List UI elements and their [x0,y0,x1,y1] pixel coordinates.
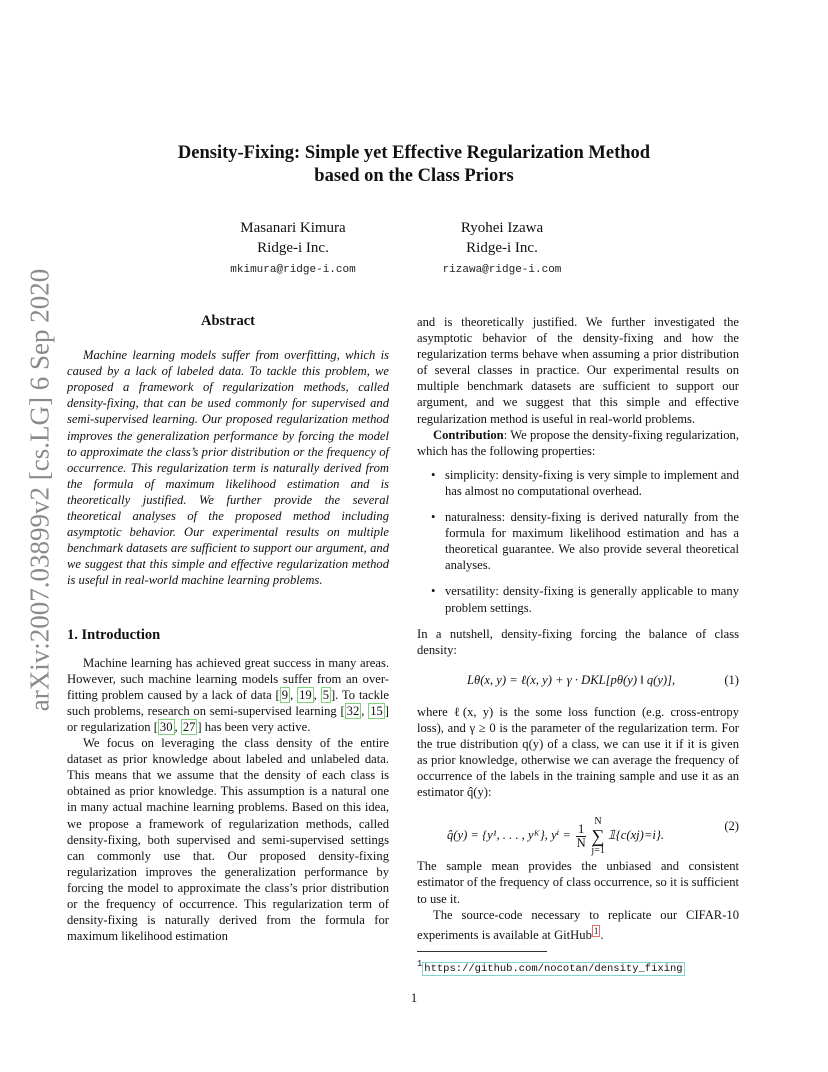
abstract-heading: Abstract [201,313,255,329]
property-list [417,467,739,616]
equation-2 [417,806,739,857]
list-item: • naturalness: density-fixing is derived naturally from the formula for maximum likelihood estimation and has a theoretical guarantee. We also provide several theoretical analyses. [417,509,739,573]
equation-1 [417,664,739,698]
citation-link[interactable]: 32 [346,703,360,718]
title-line-1: Density-Fixing: Simple yet Effective Regularization Method [177,143,651,163]
after-equation-2-paragraph: The sample mean provides the unbiased and consistent estimator of the frequency of class occurrence, so it is sufficient to use it. [417,859,739,906]
list-item: • versatility: density-fixing is generally applicable to many problem settings. [417,583,739,615]
citation-link[interactable]: 9 [281,687,289,702]
contribution-label: Contribution [433,427,504,442]
abstract-text: Machine learning models suffer from overfitting, which is caused by a lack of labeled data. To tackle this problem, we proposed a framework of regularization methods, called density-fixing, that can be used commonly for supervised and semi-supervised learning. Our proposed regularization method improves the generalization performance by forcing the model to approximate the class’s prior distribution or the frequency of occurrence. This regularization term is naturally derived from the formula of maximum likelihood estimation and is theoretically justified. We further provide the several theoretical analyses of the proposed method including asymptotic behavior. Our experimental results on multiple benchmark datasets are sufficient to support our argument, and we suggest that this simple and effective regularization method is useful in real-world machine learning problems. [67,348,389,588]
intro-continuation: and is theoretically justified. We further investigated the asymptotic behavior of the density-fixing and how the regularization terms behave when assuming a prior distribution of several classes in practice. Our experimental results on multiple benchmark datasets are sufficient to support our argument, and we suggest that this simple and effective regularization method is useful in real-world problems. [417,315,739,426]
author-name: Masanari Kimura [240,220,346,236]
citation-link[interactable]: 19 [299,687,312,702]
left-column [67,313,389,944]
intro-paragraph-1: Machine learning has achieved great success in many areas. However, such machine learning models suffer from an over-fitting problem caused by a lack of data [ 9 , 19 , 5 ]. To tackle such problems, research on semi-supervised learning [ 32 , 15 ] or regularization [ 30 , 27 ] has been very active. [67,655,390,734]
equation-1-body: Lθ(x, y) = ℓ(x, y) + γ · DKL[pθ(y) ‖ q(y)], [467,672,676,687]
citation-link[interactable]: 27 [182,719,196,734]
author-email[interactable]: mkimura@ridge-i.com [230,264,356,276]
list-item: • simplicity: density-fixing is very simple to implement and has almost no computational overhead. [417,467,739,499]
citation-link[interactable]: 30 [159,719,173,734]
author-affiliation: Ridge-i Inc. [466,240,538,256]
footnote: $^1$ https://github.com/nocotan/density_fixing [417,959,683,975]
intro-paragraph-2: We focus on leveraging the class density of the entire dataset as prior knowledge about labeled and unlabeled data. This means that we assume that the density of each class is obtained as prior knowledge. This assumption is a natural one in many actual machine learning problems. Based on this idea, we propose a framework of regularization methods, called density-fixing, both supervised and semi-supervised settings can commonly use that. Our proposed density-fixing regularization improves the generalization performance by forcing the model to approximate the class’s prior distribution or the frequency of occurrence. This regularization term of density-fixing is naturally derived from the formula for maximum likelihood estimation [67,736,389,944]
introduction-heading: 1. Introduction [67,626,161,643]
citation-link[interactable]: 5 [322,687,329,702]
nutshell-paragraph: In a nutshell, density-fixing forcing the balance of class density: [417,626,739,657]
right-column [417,314,739,977]
github-link[interactable]: https://github.com/nocotan/density_fixing [424,962,683,975]
title-line-2: based on the Class Priors [314,166,514,186]
author-name: Ryohei Izawa [460,220,544,236]
author-block-1 [183,218,403,280]
source-code-paragraph: The source-code necessary to replicate our CIFAR-10 experiments is available at GitHub $^1$ . [417,907,739,942]
equation-2-body: q̂(y) = {y¹, . . . , yᴷ}, yⁱ = $\frac{1}{N}N$ ∑ j=1𝟙{c(xj)=i}. [447,816,665,857]
equation-number: (1) [724,672,739,687]
footnote-divider [417,951,547,952]
after-equation-1-paragraph: where ℓ(x, y) is the some loss function (e.g. cross-entropy loss), and γ ≥ 0 is the parameter of the regularization term. For the true distribution q(y) of a class, we can use it if it is given as prior knowledge, otherwise we can average the frequency of occurrence of the labels in the training sample and use it as an estimator q̂(y): [417,704,739,800]
footnote-link[interactable]: 1 [593,925,599,936]
arxiv-identifier: arXiv:2007.03899v2 [cs.LG] 6 Sep 2020 [24,268,55,712]
page-number: 1 [410,990,418,1005]
citation-link[interactable]: 15 [370,703,383,718]
contribution-paragraph: Contribution: We propose the density-fixing regularization, which has the following properties: [417,427,739,458]
author-email[interactable]: rizawa@ridge-i.com [442,264,562,276]
author-block-2 [392,218,612,280]
author-affiliation: Ridge-i Inc. [257,240,329,256]
equation-number: (2) [724,819,739,834]
paper-title [0,142,828,188]
